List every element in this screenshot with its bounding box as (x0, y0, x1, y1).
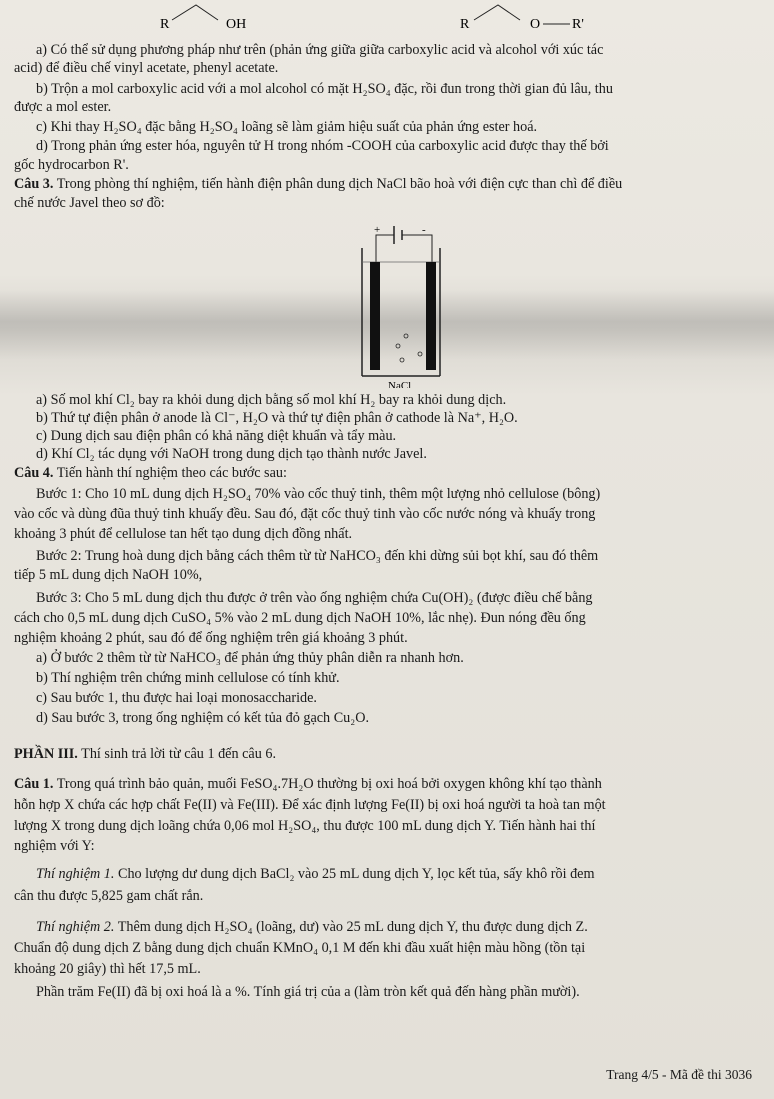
q3-option-b: b) Thứ tự điện phân ở anode là Cl⁻, H₂O và thứ tự điện phân ở cathode là Na⁺, H₂O. (36, 410, 518, 426)
formula-left-r: R (160, 17, 170, 32)
p3-q1-exp2-line2: Chuẩn độ dung dịch Z bằng dung dịch chuẩn KMnO₄ 0,1 M đến khi đầu xuất hiện màu hồng (tồn tại (14, 940, 586, 956)
p3-q1-line1: Câu 1. Trong quá trình bảo quản, muối FeSO₄.7H₂O thường bị oxi hoá bởi oxygen không khí tạo thành (14, 776, 602, 792)
q3-option-c: c) Dung dịch sau điện phân có khả năng diệt khuẩn và tẩy màu. (36, 428, 397, 444)
anode-electrode (370, 262, 380, 370)
q4-option-d: d) Sau bước 3, trong ống nghiệm có kết tủa đỏ gạch Cu₂O. (36, 710, 369, 726)
cathode-minus-sign: - (422, 224, 426, 236)
q4-step1-line1: Bước 1: Cho 10 mL dung dịch H₂SO₄ 70% vào cốc thuỷ tinh, thêm một lượng nhỏ cellulose (bông) (36, 486, 601, 502)
formula-right-r2: R' (572, 17, 584, 32)
q4-step3-line3: nghiệm khoảng 2 phút, sau đó để ống nghiệm trên giá khoảng 3 phút. (14, 630, 408, 646)
reaction-formulas (0, 0, 774, 40)
p3-q1-question: Phần trăm Fe(II) đã bị oxi hoá là a %. Tính giá trị của a (làm tròn kết quả đến hàng phần mười). (36, 984, 580, 1000)
p3-q1-line3: lượng X trong dung dịch loãng chứa 0,06 mol H₂SO₄, thu được 100 mL dung dịch Y. Tiến hành hai thí (14, 818, 596, 834)
p3-q1-exp1-line1: Thí nghiệm 1. Cho lượng dư dung dịch BaCl₂ vào 25 mL dung dịch Y, lọc kết tủa, sấy khô rồi đem (36, 866, 595, 882)
p3-q1-exp2-line3: khoảng 20 giây) thì hết 17,5 mL. (14, 961, 201, 977)
q4-stem: Câu 4. Tiến hành thí nghiệm theo các bước sau: (14, 465, 287, 481)
p3-q1-exp2-line1: Thí nghiệm 2. Thêm dung dịch H₂SO₄ (loãng, dư) vào 25 mL dung dịch Y, thu được dung dịch Z. (36, 919, 588, 935)
q4-step1-line2: vào cốc và dùng đũa thuỷ tinh khuấy đều. Sau đó, đặt cốc thuỷ tinh vào cốc nước nóng và khuấy trong (14, 506, 596, 522)
q3-stem-line1: Câu 3. Trong phòng thí nghiệm, tiến hành điện phân dung dịch NaCl bão hoà với điện cực than chì để điều (14, 176, 623, 192)
q4-step3-line1: Bước 3: Cho 5 mL dung dịch thu được ở trên vào ống nghiệm chứa Cu(OH)₂ (được điều chế bằng (36, 590, 593, 606)
q4-step2-line1: Bước 2: Trung hoà dung dịch bằng cách thêm từ từ NaHCO₃ đến khi dừng sủi bọt khí, sau đó thêm (36, 548, 599, 564)
cathode-electrode (426, 262, 436, 370)
q2-option-a-line1: a) Có thể sử dụng phương pháp như trên (phản ứng giữa giữa carboxylic acid và alcohol với xúc tác (36, 42, 604, 58)
q3-option-d: d) Khí Cl₂ tác dụng với NaOH trong dung dịch tạo thành nước Javel. (36, 446, 427, 462)
formula-right-r: R (460, 17, 470, 32)
q2-option-d-line1: d) Trong phản ứng ester hóa, nguyên tử H trong nhóm -COOH của carboxylic acid được thay thế bởi (36, 138, 609, 154)
electrolysis-diagram (340, 218, 450, 388)
q3-option-a: a) Số mol khí Cl₂ bay ra khỏi dung dịch bằng số mol khí H₂ bay ra khỏi dung dịch. (36, 392, 507, 408)
q2-option-d-line2: gốc hydrocarbon R'. (14, 157, 129, 173)
q2-option-c: c) Khi thay H₂SO₄ đặc bằng H₂SO₄ loãng sẽ làm giảm hiệu suất của phản ứng ester hoá. (36, 119, 538, 135)
formula-right-o: O (530, 17, 541, 32)
page-footer: Trang 4/5 - Mã đề thi 3036 (606, 1067, 752, 1082)
q2-option-b-line2: được a mol ester. (14, 99, 112, 115)
q2-option-b-line1: b) Trộn a mol carboxylic acid với a mol alcohol có mặt H₂SO₄ đặc, rồi đun trong thời gian đủ lâu, thu (36, 81, 613, 97)
q4-step3-line2: cách cho 0,5 mL dung dịch CuSO₄ 5% vào 2 mL dung dịch NaOH 10%, lắc nhẹ). Đun nóng đều ống (14, 610, 586, 626)
p3-q1-line4: nghiệm với Y: (14, 838, 95, 854)
q2-option-a-line2: acid) để điều chế vinyl acetate, phenyl acetate. (14, 60, 279, 76)
q4-option-c: c) Sau bước 1, thu được hai loại monosaccharide. (36, 690, 317, 706)
q4-option-a: a) Ở bước 2 thêm từ từ NaHCO₃ để phản ứng thủy phân diễn ra nhanh hơn. (36, 650, 464, 666)
anode-plus-sign: + (374, 224, 381, 236)
q3-stem-line2: chế nước Javel theo sơ đồ: (14, 195, 165, 211)
q4-step2-line2: tiếp 5 mL dung dịch NaOH 10%, (14, 567, 203, 583)
q4-step1-line3: khoảng 3 phút để cellulose tan hết tạo dung dịch đồng nhất. (14, 526, 353, 542)
part-3-heading: PHẦN III. Thí sinh trả lời từ câu 1 đến câu 6. (14, 746, 276, 762)
p3-q1-line2: hỗn hợp X chứa các hợp chất Fe(II) và Fe(III). Để xác định lượng Fe(II) bị oxi hoá người ta hoà tan một (14, 797, 606, 813)
q4-option-b: b) Thí nghiệm trên chứng minh cellulose có tính khử. (36, 670, 340, 686)
nacl-label: NaCl (388, 380, 412, 388)
p3-q1-exp1-line2: cân thu được 5,825 gam chất rắn. (14, 888, 204, 904)
formula-left-oh: OH (226, 17, 247, 32)
